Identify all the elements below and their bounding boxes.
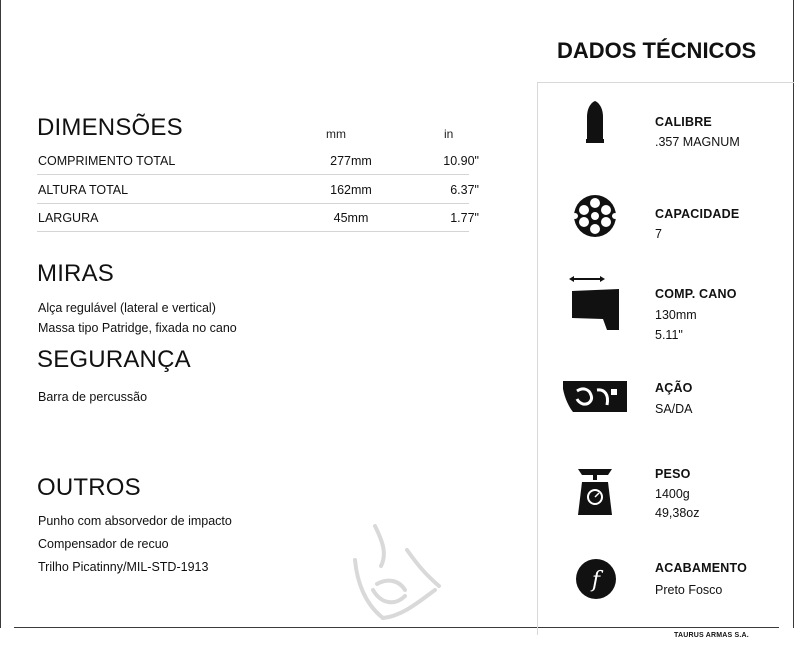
safety-line: Barra de percussão [38,390,148,404]
dimension-label: COMPRIMENTO TOTAL [38,154,176,168]
others-line: Trilho Picatinny/MIL-STD-1913 [38,560,209,574]
spec-value-capacity: 7 [655,227,662,241]
others-line: Compensador de recuo [38,537,169,551]
dimension-mm-value: 45mm [333,211,369,225]
column-header-mm: mm [326,127,346,141]
dimensions-heading: DIMENSÕES [37,114,183,141]
spec-label-caliber: CALIBRE [655,115,712,129]
bullet-icon [584,101,606,143]
dimension-mm-value: 277mm [330,154,372,168]
spec-value-weight-g: 1400g [655,487,690,501]
spec-label-barrel-length: COMP. CANO [655,287,737,301]
dimension-row-height [37,175,479,204]
finish-icon [575,558,617,600]
spec-value-barrel-mm: 130mm [655,308,697,322]
technical-data-heading: DADOS TÉCNICOS [557,38,757,63]
spec-label-action: AÇÃO [655,381,693,395]
sights-line: Massa tipo Patridge, fixada no cano [38,321,237,335]
dimension-label: LARGURA [38,211,99,225]
spec-value-action: SA/DA [655,402,693,416]
technical-data-panel [537,82,794,635]
spec-label-capacity: CAPACIDADE [655,207,740,221]
trigger-icon [563,381,627,413]
safety-heading: SEGURANÇA [37,346,191,373]
dimension-in-value: 1.77" [450,211,479,225]
sights-line: Alça regulável (lateral e vertical) [38,301,216,315]
scale-icon [574,467,616,517]
cylinder-icon [573,194,617,238]
others-line: Punho com absorvedor de impacto [38,514,232,528]
spec-value-caliber: .357 MAGNUM [655,135,740,149]
svg-text:f: f [591,568,601,593]
bull-logo-watermark-icon [347,520,443,624]
dimension-in-value: 10.90" [443,154,479,168]
footer-company-name: TAURUS ARMAS S.A. [674,632,749,639]
dimension-row-length [37,146,479,175]
dimension-row-width [37,203,479,232]
sights-heading: MIRAS [37,260,115,287]
column-header-in: in [444,127,454,141]
spec-label-finish: ACABAMENTO [655,561,748,575]
spec-value-barrel-in: 5.11" [655,328,683,342]
others-heading: OUTROS [37,474,141,501]
spec-label-weight: PESO [655,467,691,481]
spec-value-finish: Preto Fosco [655,583,723,597]
dimension-label: ALTURA TOTAL [38,183,129,197]
barrel-icon [569,274,621,332]
frame-left-border [0,0,1,628]
spec-value-weight-oz: 49,38oz [655,506,700,520]
dimension-mm-value: 162mm [330,183,372,197]
dimension-in-value: 6.37" [450,183,479,197]
